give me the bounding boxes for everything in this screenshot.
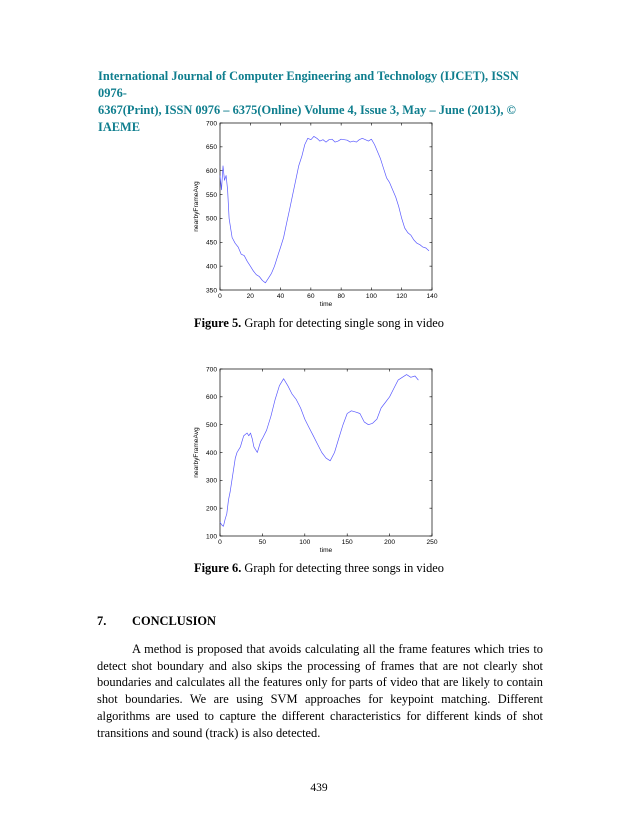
x-tick-label: 60: [307, 293, 315, 300]
y-tick-label: 400: [205, 449, 217, 457]
page-number: 439: [310, 782, 328, 794]
y-axis-label: nearbyFrameAvg: [193, 181, 200, 232]
y-tick-label: 450: [205, 239, 217, 247]
x-axis-label: time: [319, 301, 333, 308]
figure-5-caption: [0, 316, 638, 331]
figure-6-caption-text: Graph for detecting three songs in video: [241, 561, 444, 575]
y-tick-label: 600: [205, 168, 217, 176]
section-number: 7.: [97, 614, 107, 628]
x-tick-label: 200: [384, 539, 396, 546]
section-title: CONCLUSION: [132, 614, 216, 628]
figure-5-caption-label: Figure 5.: [194, 316, 242, 330]
figure-5-caption-text: Graph for detecting single song in video: [241, 316, 444, 330]
figure-6-caption-label: Figure 6.: [194, 561, 242, 575]
plot-frame: [220, 123, 432, 290]
y-tick-label: 100: [205, 533, 217, 541]
figure-5-chart: [180, 116, 450, 314]
x-tick-label: 0: [218, 539, 222, 546]
y-tick-label: 300: [205, 477, 217, 485]
y-tick-label: 700: [205, 366, 217, 374]
x-tick-label: 120: [396, 293, 408, 300]
y-tick-label: 350: [205, 287, 217, 295]
y-tick-label: 400: [205, 263, 217, 271]
plot-frame: [220, 369, 432, 536]
x-tick-label: 100: [365, 293, 377, 300]
x-tick-label: 140: [426, 293, 438, 300]
x-tick-label: 250: [426, 539, 438, 546]
x-axis-label: time: [319, 547, 333, 554]
journal-header-line-1: International Journal of Computer Engineering and Technology (IJCET), ISSN 0976-: [98, 69, 519, 100]
series-line: [220, 375, 418, 527]
y-tick-label: 200: [205, 505, 217, 513]
figure-6-caption: [0, 561, 638, 576]
figure-6-plot: [180, 362, 450, 560]
figure-6-chart: [180, 362, 450, 560]
y-tick-label: 550: [205, 191, 217, 199]
x-tick-label: 40: [276, 293, 285, 300]
x-tick-label: 150: [341, 539, 353, 546]
x-tick-label: 0: [218, 293, 222, 300]
x-tick-label: 50: [258, 539, 267, 546]
y-tick-label: 500: [205, 421, 217, 429]
section-heading: [97, 614, 216, 629]
y-tick-label: 650: [205, 144, 217, 152]
conclusion-paragraph: A method is proposed that avoids calculating all the frame features which tries to detect shot boundary and also skips the processing of frames that are not clearly shot boundaries and calculates all the features only for parts of video that are likely to contain shot boundaries. We are using SVM approaches for keypoint matching. Different algorithms are used to capture the different characteristics for different kinds of shot transitions and sound (track) is also detected.: [97, 642, 543, 740]
series-line: [220, 136, 429, 282]
y-tick-label: 700: [205, 120, 217, 128]
y-tick-label: 500: [205, 215, 217, 223]
journal-header-line-2: 6367(Print), ISSN 0976 – 6375(Online) Volume 4, Issue 3, May – June (2013), © IAEME: [98, 103, 516, 134]
x-tick-label: 100: [299, 539, 311, 546]
x-tick-label: 80: [337, 293, 345, 300]
x-tick-label: 20: [246, 293, 254, 300]
figure-5-plot: [180, 116, 450, 314]
y-tick-label: 600: [205, 394, 217, 402]
y-axis-label: nearbyFrameAvg: [193, 427, 200, 478]
